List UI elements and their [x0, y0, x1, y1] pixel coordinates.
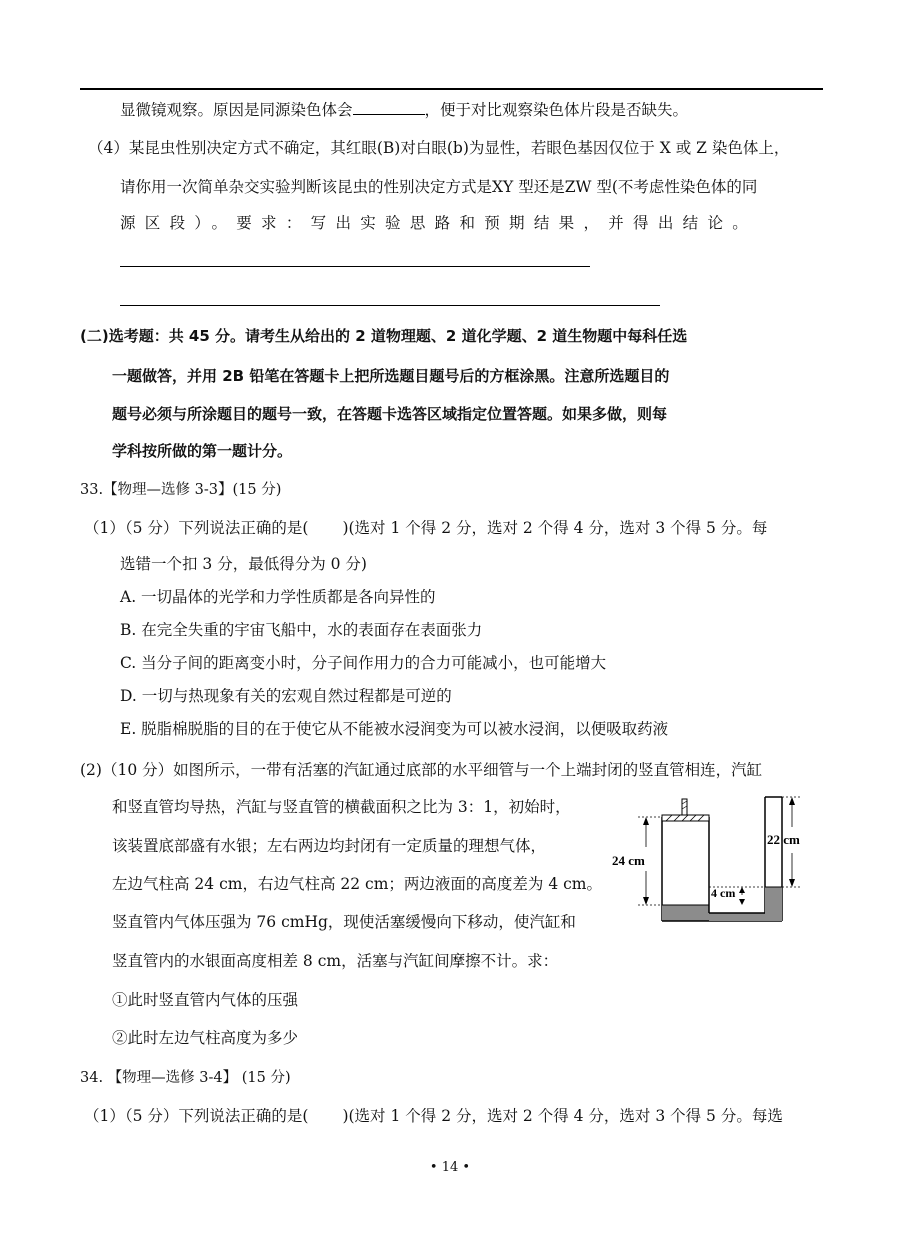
- q4-line1: （4）某昆虫性别决定方式不确定，其红眼(B)对白眼(b)为显性，若眼色基因仅位于 X 或 Z 染色体上，: [88, 139, 790, 157]
- q34-header: 34. 【物理—选修 3-4】 (15 分): [80, 1070, 291, 1086]
- q33-p2-line1: (2)（10 分）如图所示，一带有活塞的汽缸通过底部的水平细管与一个上端封闭的竖直管相连，汽缸: [80, 761, 763, 779]
- mercury-right: [765, 887, 782, 921]
- option-e: E. 脱脂棉脱脂的目的在于使它从不能被水浸润变为可以被水浸润，以便吸取药液: [120, 720, 669, 738]
- fill-blank[interactable]: [353, 98, 425, 115]
- q4-line2: 请你用一次简单杂交实验判断该昆虫的性别决定方式是XY 型还是ZW 型(不考虑性染色体的同: [120, 178, 758, 196]
- q33-sub2: ②此时左边气柱高度为多少: [112, 1029, 299, 1047]
- label-4cm: 4 cm: [711, 886, 736, 900]
- q34-p1-line1: （1）（5 分）下列说法正确的是( )(选对 1 个得 2 分，选对 2 个得 4 分，选对 3 个得 5 分。每选: [84, 1107, 783, 1125]
- option-c: C. 当分子间的距离变小时，分子间作用力的合力可能减小，也可能增大: [120, 654, 607, 672]
- q4-line3: 源区段）。要求：写出实验思路和预期结果，并得出结论。: [120, 214, 758, 232]
- q33-p2-line3: 该装置底部盛有水银；左右两边均封闭有一定质量的理想气体，: [112, 837, 547, 855]
- q33-sub1: ①此时竖直管内气体的压强: [112, 991, 299, 1009]
- page-number: • 14 •: [429, 1160, 471, 1175]
- section2-line4: 学科按所做的第一题计分。: [112, 442, 293, 460]
- q33-p2-line4: 左边气柱高 24 cm，右边气柱高 22 cm；两边液面的高度差为 4 cm。: [112, 875, 603, 893]
- section2-line1: (二)选考题：共 45 分。请考生从给出的 2 道物理题、2 道化学题、2 道生物题中每科任选: [80, 327, 688, 345]
- q33-header: 33.【物理—选修 3-3】(15 分): [80, 482, 282, 498]
- q33-p2-line2: 和竖直管均导热，汽缸与竖直管的横截面积之比为 3：1，初始时，: [112, 798, 571, 816]
- label-22cm: 22 cm: [767, 832, 800, 847]
- cylinder-tube-diagram: [612, 795, 822, 930]
- header-rule: [80, 88, 823, 90]
- answer-line-2[interactable]: [120, 305, 660, 306]
- q33-p1-line2: 选错一个扣 3 分，最低得分为 0 分): [120, 555, 367, 573]
- mercury-connector: [709, 913, 765, 921]
- continuation-line: 显微镜观察。原因是同源染色体会 ，便于对比观察染色体片段是否缺失。: [120, 98, 688, 120]
- section2-line2: 一题做答，并用 2B 铅笔在答题卡上把所选题目题号后的方框涂黑。注意所选题目的: [112, 367, 670, 385]
- label-24cm: 24 cm: [612, 853, 645, 868]
- option-d: D. 一切与热现象有关的宏观自然过程都是可逆的: [120, 687, 452, 705]
- mercury-left: [662, 905, 709, 921]
- option-a: A. 一切晶体的光学和力学性质都是各向异性的: [120, 588, 436, 606]
- q33-p1-line1: （1）（5 分）下列说法正确的是( )(选对 1 个得 2 分，选对 2 个得 4 分，选对 3 个得 5 分。每: [84, 519, 768, 537]
- section2-line3: 题号必须与所涂题目的题号一致，在答题卡选答区域指定位置答题。如果多做，则每: [112, 405, 668, 423]
- q33-p2-line5: 竖直管内气体压强为 76 cmHg，现使活塞缓慢向下移动，使汽缸和: [112, 913, 576, 931]
- q33-p2-line6: 竖直管内的水银面高度相差 8 cm，活塞与汽缸间摩擦不计。求：: [112, 952, 559, 970]
- answer-line-1[interactable]: [120, 266, 590, 267]
- option-b: B. 在完全失重的宇宙飞船中，水的表面存在表面张力: [120, 621, 483, 639]
